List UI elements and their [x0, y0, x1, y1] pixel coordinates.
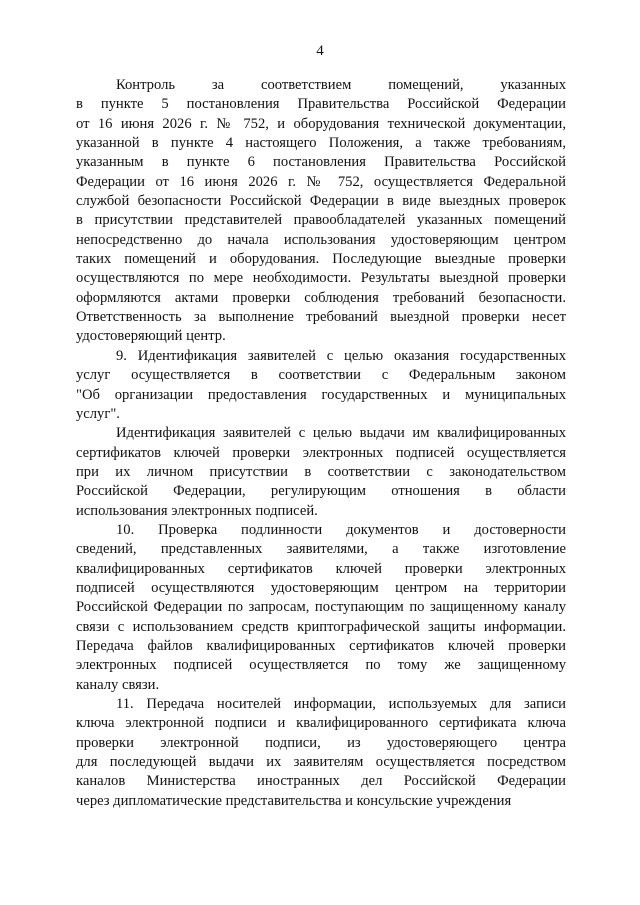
text-line: осуществляются по мере необходимости. Результаты выездной проверки [76, 270, 566, 287]
text-line: для последующей выдачи их заявителям осуществляется посредством [76, 754, 566, 771]
text-line: службой безопасности Российской Федерации в виде выездных проверок [76, 193, 566, 210]
paragraph [76, 76, 566, 347]
text-line: "Об организации предоставления государственных и муниципальных [76, 386, 566, 403]
text-line: 11. Передача носителей информации, используемых для записи [116, 696, 566, 712]
text-line: связи с использованием средств криптографической защиты информации. [76, 618, 566, 635]
text-line: электронных подписей осуществляется по тому же защищенному [76, 657, 566, 674]
paragraph [76, 347, 566, 424]
text-line: каналу связи. [76, 676, 160, 693]
text-line: Ответственность за выполнение требований выездной проверки несет [76, 309, 566, 326]
text-line: сертификатов ключей проверки электронных подписей осуществляется [76, 444, 566, 461]
text-line: использования электронных подписей. [76, 502, 318, 519]
document-body [76, 76, 566, 811]
page-number: 4 [316, 43, 324, 59]
text-line: оформляются актами проверки соблюдения требований безопасности. [76, 289, 566, 306]
paragraph [76, 521, 566, 695]
text-line: квалифицированных сертификатов ключей проверки электронных [76, 560, 566, 577]
text-line: в пункте 5 постановления Правительства Российской Федерации [76, 96, 566, 113]
paragraph [76, 695, 566, 811]
text-line: указанной в пункте 4 настоящего Положения, а также требованиям, [76, 135, 566, 152]
text-line: указанным в пункте 6 постановления Правительства Российской [76, 154, 566, 171]
text-line: каналов Министерства иностранных дел Российской Федерации [76, 773, 566, 790]
text-line: Идентификация заявителей с целью выдачи им квалифицированных [116, 425, 566, 442]
text-line: Контроль за соответствием помещений, указанных [116, 77, 566, 93]
text-line: 9. Идентификация заявителей с целью оказания государственных [116, 347, 566, 364]
text-line: Российской Федерации по запросам, поступающим по защищенному каналу [76, 599, 566, 616]
text-line: 10. Проверка подлинности документов и достоверности [116, 521, 566, 538]
text-line: таких помещений и оборудования. Последующие выездные проверки [76, 251, 566, 268]
text-line: ключа электронной подписи и квалифицированного сертификата ключа [76, 715, 566, 732]
text-line: услуг осуществляется в соответствии с Федеральным законом [76, 367, 566, 384]
paragraph [76, 424, 566, 521]
text-line: Передача файлов квалифицированных сертификатов ключей проверки [76, 637, 566, 654]
text-line: непосредственно до начала использования удостоверяющим центром [76, 231, 566, 248]
text-line: при их личном присутствии в соответствии с законодательством [76, 463, 566, 480]
text-line: удостоверяющий центр. [76, 328, 226, 345]
text-line: сведений, представленных заявителями, а также изготовление [76, 541, 566, 558]
text-line: услуг". [76, 405, 120, 422]
text-line: проверки электронной подписи, из удостоверяющего центра [76, 734, 566, 751]
text-line: Российской Федерации, регулирующим отношения в области [76, 483, 566, 500]
text-line: через дипломатические представительства и консульские учреждения [76, 792, 512, 809]
text-line: в присутствии представителей правообладателей указанных помещений [76, 212, 566, 229]
text-line: подписей осуществляются удостоверяющим центром на территории [76, 579, 566, 596]
text-line: от 16 июня 2026 г. № 752, и оборудования технической документации, [76, 115, 566, 132]
text-line: Федерации от 16 июня 2026 г. № 752, осуществляется Федеральной [76, 173, 566, 190]
